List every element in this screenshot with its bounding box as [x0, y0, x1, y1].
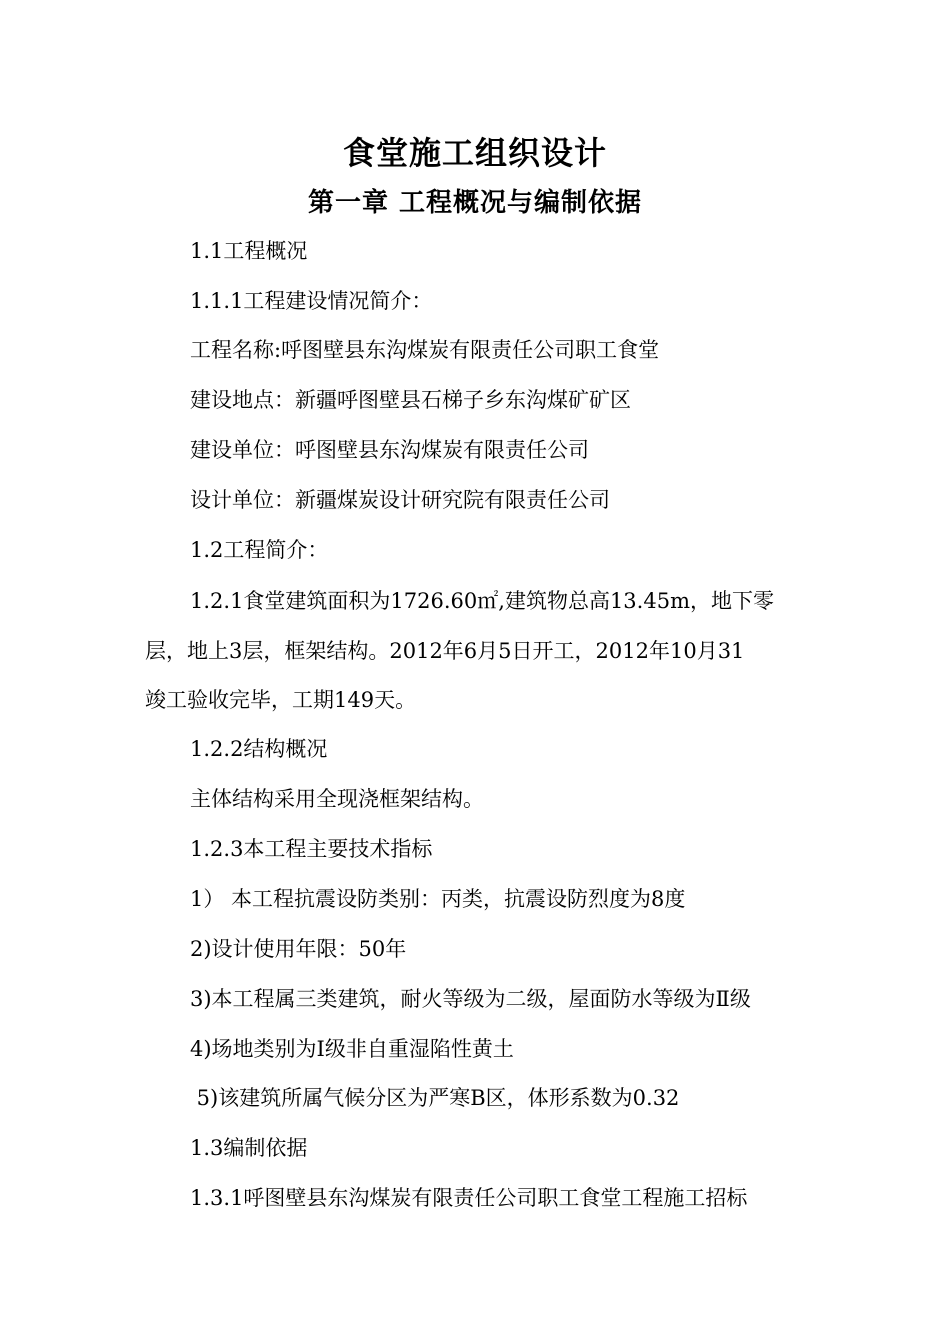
paragraph-1-2-1-line-3: 竣工验收完毕，工期149天。: [145, 688, 417, 712]
section-heading-1-2: 1.2工程简介：: [190, 538, 329, 562]
indicator-item-1: 1） 本工程抗震设防类别：丙类，抗震设防烈度为8度: [190, 887, 686, 911]
project-name-line: 工程名称:呼图壁县东沟煤炭有限责任公司职工食堂: [190, 338, 660, 362]
subsection-heading-1-2-2: 1.2.2结构概况: [190, 737, 328, 761]
section-heading-1-1: 1.1工程概况: [190, 239, 308, 263]
construction-site-line: 建设地点：新疆呼图壁县石梯子乡东沟煤矿矿区: [190, 388, 631, 412]
structure-overview-line: 主体结构采用全现浇框架结构。: [190, 787, 484, 811]
subsection-heading-1-2-3: 1.2.3本工程主要技术指标: [190, 837, 433, 861]
subsection-heading-1-1-1: 1.1.1工程建设情况简介：: [190, 289, 433, 313]
design-unit-line: 设计单位：新疆煤炭设计研究院有限责任公司: [190, 488, 610, 512]
indicator-item-4: 4)场地类别为Ⅰ级非自重湿陷性黄土: [190, 1037, 514, 1061]
paragraph-1-2-1-line-2: 层，地上3层，框架结构。2012年6月5日开工，2012年10月31: [145, 639, 745, 663]
indicator-item-3: 3)本工程属三类建筑，耐火等级为二级，屋面防水等级为Ⅱ级: [190, 987, 751, 1011]
document-title: 食堂施工组织设计: [342, 134, 607, 172]
construction-unit-line: 建设单位：呼图壁县东沟煤炭有限责任公司: [190, 438, 589, 462]
indicator-item-5: 5)该建筑所属气候分区为严寒B区，体形系数为0.32: [190, 1086, 680, 1110]
basis-item-1-3-1: 1.3.1呼图壁县东沟煤炭有限责任公司职工食堂工程施工招标: [190, 1186, 748, 1210]
indicator-item-2: 2)设计使用年限：50年: [190, 937, 407, 961]
section-heading-1-3: 1.3编制依据: [190, 1136, 308, 1160]
chapter-title: 第一章 工程概况与编制依据: [307, 188, 643, 218]
paragraph-1-2-1-line-1: 1.2.1食堂建筑面积为1726.60㎡,建筑物总高13.45m，地下零: [190, 589, 774, 613]
